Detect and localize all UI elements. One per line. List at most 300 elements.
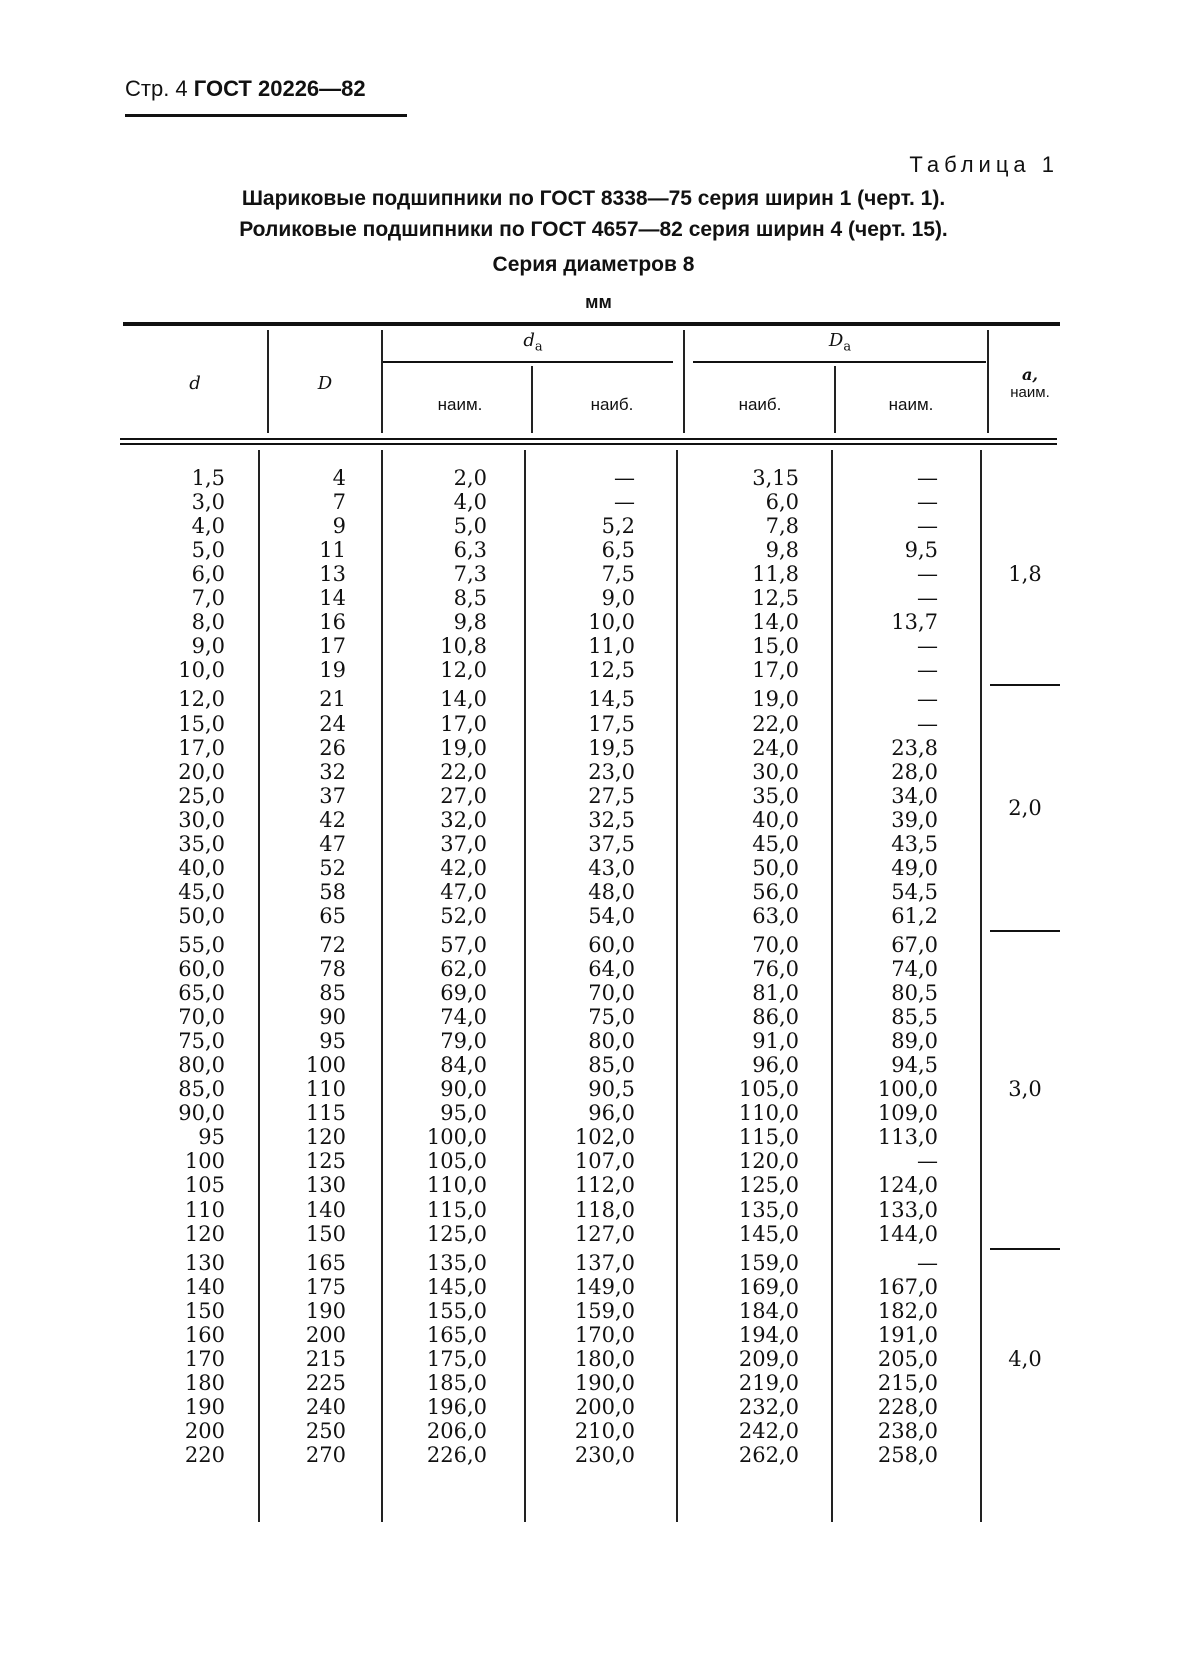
table-cell: 149,0 xyxy=(574,1274,635,1299)
table-cell: 74,0 xyxy=(440,1005,487,1030)
table-row xyxy=(0,1419,1187,1443)
table-cell: 39,0 xyxy=(891,807,938,832)
table-cell: — xyxy=(917,634,938,659)
table-cell: 258,0 xyxy=(877,1443,938,1467)
table-cell: 102,0 xyxy=(574,1125,635,1150)
table-cell: 43,0 xyxy=(588,855,635,880)
table-cell: 100,0 xyxy=(877,1077,938,1102)
table-cell: 10,8 xyxy=(440,634,487,659)
min-chamfer-value: 2,0 xyxy=(1008,795,1042,820)
min-chamfer-value: 4,0 xyxy=(1008,1346,1042,1371)
table-cell: 23,0 xyxy=(588,759,635,784)
table-row xyxy=(0,490,1187,514)
table-cell: 17,0 xyxy=(752,658,799,683)
table-cell: 9,0 xyxy=(601,586,635,611)
table-cell: 79,0 xyxy=(440,1029,487,1054)
table-cell: 2,0 xyxy=(453,466,487,490)
table-row xyxy=(0,760,1187,784)
table-cell: 225 xyxy=(305,1370,346,1395)
table-cell: 15,0 xyxy=(752,634,799,659)
table-cell: 145,0 xyxy=(738,1221,799,1246)
table-row xyxy=(0,1125,1187,1149)
table-cell: 17 xyxy=(319,634,346,659)
table-cell: 47,0 xyxy=(440,879,487,904)
table-cell: 19,0 xyxy=(752,687,799,712)
table-cell: 65,0 xyxy=(178,981,225,1006)
header-bottom-rule-1 xyxy=(120,438,1057,440)
table-cell: 115,0 xyxy=(738,1125,799,1150)
table-cell: 200 xyxy=(184,1418,225,1443)
table-cell: 60,0 xyxy=(588,932,635,957)
da-subheader-rule xyxy=(383,361,673,363)
table-cell: 7,8 xyxy=(765,514,799,539)
table-cell: 159,0 xyxy=(738,1250,799,1275)
table-cell: 13 xyxy=(319,562,346,587)
table-cell: 58 xyxy=(319,879,346,904)
table-cell: 74,0 xyxy=(891,957,938,981)
table-cell: 210,0 xyxy=(574,1418,635,1443)
table-cell: 95 xyxy=(198,1125,225,1150)
header-da: $d_a$ xyxy=(523,330,543,355)
table-cell: 110,0 xyxy=(738,1101,799,1126)
table-row xyxy=(0,1005,1187,1029)
table-row xyxy=(0,981,1187,1005)
table-cell: — xyxy=(917,466,938,490)
table-cell: 67,0 xyxy=(891,932,938,957)
table-cell: 175 xyxy=(305,1274,346,1299)
table-cell: 3,0 xyxy=(191,490,225,515)
table-cell: — xyxy=(917,711,938,736)
table-cell: 48,0 xyxy=(588,879,635,904)
table-cell: 109,0 xyxy=(877,1101,938,1126)
table-cell: 220 xyxy=(184,1443,225,1467)
table-row xyxy=(0,712,1187,736)
table-cell: 60,0 xyxy=(178,957,225,981)
table-cell: 7 xyxy=(332,490,346,515)
table-row xyxy=(0,832,1187,856)
table-cell: 3,15 xyxy=(752,466,799,490)
group-separator xyxy=(990,930,1060,932)
table-cell: 12,0 xyxy=(178,687,225,712)
table-cell: — xyxy=(917,1149,938,1174)
table-cell: 85 xyxy=(319,981,346,1006)
table-cell: 76,0 xyxy=(752,957,799,981)
table-row xyxy=(0,1149,1187,1173)
table-cell: 127,0 xyxy=(574,1221,635,1246)
table-cell: 90,5 xyxy=(588,1077,635,1102)
table-cell: 5,0 xyxy=(453,514,487,539)
table-cell: 50,0 xyxy=(752,855,799,880)
table-cell: 190 xyxy=(184,1394,225,1419)
header-Da-min: наим. xyxy=(888,395,934,414)
group-separator xyxy=(990,684,1060,686)
table-cell: 20,0 xyxy=(178,759,225,784)
table-cell: 9,5 xyxy=(904,538,938,563)
table-cell: 12,5 xyxy=(588,658,635,683)
table-cell: 96,0 xyxy=(752,1053,799,1078)
table-cell: 130 xyxy=(184,1250,225,1275)
table-cell: 65 xyxy=(319,903,346,928)
table-cell: 64,0 xyxy=(588,957,635,981)
table-cell: 49,0 xyxy=(891,855,938,880)
table-cell: 24 xyxy=(319,711,346,736)
table-cell: 12,0 xyxy=(440,658,487,683)
table-cell: — xyxy=(917,586,938,611)
table-cell: 55,0 xyxy=(178,932,225,957)
table-cell: 125,0 xyxy=(738,1173,799,1198)
table-row xyxy=(0,856,1187,880)
table-row xyxy=(0,1275,1187,1299)
table-cell: 11 xyxy=(319,538,346,563)
header-divider xyxy=(267,330,269,433)
table-cell: 175,0 xyxy=(426,1346,487,1371)
table-cell: 15,0 xyxy=(178,711,225,736)
table-cell: 7,5 xyxy=(601,562,635,587)
table-cell: 42 xyxy=(319,807,346,832)
table-cell: 94,5 xyxy=(891,1053,938,1078)
table-row xyxy=(0,1101,1187,1125)
table-cell: 75,0 xyxy=(588,1005,635,1030)
table-cell: 45,0 xyxy=(178,879,225,904)
table-cell: 90,0 xyxy=(440,1077,487,1102)
table-cell: — xyxy=(917,1250,938,1275)
table-cell: 6,5 xyxy=(601,538,635,563)
table-cell: 105,0 xyxy=(738,1077,799,1102)
table-cell: 238,0 xyxy=(877,1418,938,1443)
table-cell: 5,2 xyxy=(601,514,635,539)
table-cell: 52,0 xyxy=(440,903,487,928)
table-cell: 190 xyxy=(305,1298,346,1323)
table-cell: 90,0 xyxy=(178,1101,225,1126)
table-cell: 9,8 xyxy=(453,610,487,635)
table-cell: 190,0 xyxy=(574,1370,635,1395)
table-cell: 100 xyxy=(184,1149,225,1174)
table-cell: 150 xyxy=(305,1221,346,1246)
table-cell: 160 xyxy=(184,1322,225,1347)
table-cell: 52 xyxy=(319,855,346,880)
table-row xyxy=(0,538,1187,562)
table-cell: 22,0 xyxy=(440,759,487,784)
table-cell: 110 xyxy=(184,1197,225,1222)
table-cell: 270 xyxy=(305,1443,346,1467)
table-cell: 105 xyxy=(184,1173,225,1198)
table-cell: 30,0 xyxy=(752,759,799,784)
table-cell: 11,0 xyxy=(588,634,635,659)
table-cell: 110,0 xyxy=(426,1173,487,1198)
table-cell: 54,0 xyxy=(588,903,635,928)
table-cell: — xyxy=(917,687,938,712)
table-cell: 200 xyxy=(305,1322,346,1347)
table-cell: 110 xyxy=(305,1077,346,1102)
table-cell: 78 xyxy=(319,957,346,981)
table-cell: 120 xyxy=(305,1125,346,1150)
table-cell: 184,0 xyxy=(738,1298,799,1323)
table-cell: 12,5 xyxy=(752,586,799,611)
table-cell: 61,2 xyxy=(891,903,938,928)
header-a: a, xyxy=(1022,365,1038,384)
table-cell: 16 xyxy=(319,610,346,635)
table-cell: 228,0 xyxy=(877,1394,938,1419)
table-cell: 14 xyxy=(319,586,346,611)
Da-subheader-rule xyxy=(693,361,986,363)
table-cell: 21 xyxy=(319,687,346,712)
title-roller-bearings: Роликовые подшипники по ГОСТ 4657—82 серия ширин 4 (черт. 15). xyxy=(239,218,948,241)
table-cell: 85,5 xyxy=(891,1005,938,1030)
table-cell: 47 xyxy=(319,831,346,856)
table-cell: 57,0 xyxy=(440,932,487,957)
table-cell: 8,0 xyxy=(191,610,225,635)
table-cell: 14,0 xyxy=(440,687,487,712)
table-cell: 22,0 xyxy=(752,711,799,736)
table-cell: 17,0 xyxy=(178,735,225,760)
table-cell: 169,0 xyxy=(738,1274,799,1299)
table-cell: 25,0 xyxy=(178,783,225,808)
table-cell: 63,0 xyxy=(752,903,799,928)
table-cell: 42,0 xyxy=(440,855,487,880)
header-divider xyxy=(987,330,989,433)
table-cell: 11,8 xyxy=(752,562,799,587)
table-cell: 7,0 xyxy=(191,586,225,611)
table-cell: 262,0 xyxy=(738,1443,799,1467)
table-cell: 219,0 xyxy=(738,1370,799,1395)
table-cell: 40,0 xyxy=(178,855,225,880)
table-cell: 10,0 xyxy=(178,658,225,683)
table-cell: 125 xyxy=(305,1149,346,1174)
table-cell: 250 xyxy=(305,1418,346,1443)
table-cell: 215,0 xyxy=(877,1370,938,1395)
table-cell: 34,0 xyxy=(891,783,938,808)
table-cell: 180 xyxy=(184,1370,225,1395)
table-cell: 130 xyxy=(305,1173,346,1198)
table-cell: 118,0 xyxy=(574,1197,635,1222)
table-cell: 19,0 xyxy=(440,735,487,760)
table-cell: 159,0 xyxy=(574,1298,635,1323)
title-ball-bearings: Шариковые подшипники по ГОСТ 8338—75 серия ширин 1 (черт. 1). xyxy=(241,187,946,210)
table-cell: 32 xyxy=(319,759,346,784)
table-cell: 180,0 xyxy=(574,1346,635,1371)
table-row xyxy=(0,514,1187,538)
table-cell: 14,0 xyxy=(752,610,799,635)
table-row xyxy=(0,933,1187,957)
table-cell: 37,0 xyxy=(440,831,487,856)
table-cell: 6,3 xyxy=(453,538,487,563)
table-label: Таблица 1 xyxy=(909,152,1059,177)
table-cell: 95 xyxy=(319,1029,346,1054)
table-cell: 9 xyxy=(332,514,346,539)
table-cell: 80,0 xyxy=(178,1053,225,1078)
table-cell: 17,5 xyxy=(588,711,635,736)
table-cell: 8,5 xyxy=(453,586,487,611)
table-cell: 54,5 xyxy=(891,879,938,904)
table-cell: — xyxy=(917,562,938,587)
table-cell: 133,0 xyxy=(877,1197,938,1222)
table-cell: 43,5 xyxy=(891,831,938,856)
table-cell: 37,5 xyxy=(588,831,635,856)
header-Da-max: наиб. xyxy=(738,395,782,414)
table-cell: 182,0 xyxy=(877,1298,938,1323)
table-cell: 62,0 xyxy=(440,957,487,981)
table-cell: 155,0 xyxy=(426,1298,487,1323)
table-cell: 215 xyxy=(305,1346,346,1371)
table-cell: — xyxy=(614,490,635,515)
header-a-min: наим. xyxy=(1010,384,1050,401)
page-number: Стр. 4 xyxy=(125,76,188,101)
table-cell: 200,0 xyxy=(574,1394,635,1419)
table-row xyxy=(0,586,1187,610)
header-d: d xyxy=(189,373,201,394)
table-cell: 32,5 xyxy=(588,807,635,832)
table-cell: 113,0 xyxy=(877,1125,938,1150)
table-cell: — xyxy=(917,658,938,683)
table-row xyxy=(0,904,1187,928)
table-row xyxy=(0,1173,1187,1197)
table-cell: 9,8 xyxy=(765,538,799,563)
table-cell: 191,0 xyxy=(877,1322,938,1347)
table-cell: 135,0 xyxy=(738,1197,799,1222)
table-cell: 145,0 xyxy=(426,1274,487,1299)
header-da-min: наим. xyxy=(437,395,483,414)
table-cell: 170 xyxy=(184,1346,225,1371)
table-cell: 4,0 xyxy=(453,490,487,515)
table-cell: 125,0 xyxy=(426,1221,487,1246)
table-cell: 45,0 xyxy=(752,831,799,856)
table-cell: 81,0 xyxy=(752,981,799,1006)
table-cell: 5,0 xyxy=(191,538,225,563)
group-separator xyxy=(990,1248,1060,1250)
table-cell: 167,0 xyxy=(877,1274,938,1299)
table-row xyxy=(0,1395,1187,1419)
table-cell: 75,0 xyxy=(178,1029,225,1054)
header-da-max: наиб. xyxy=(590,395,634,414)
table-cell: 37 xyxy=(319,783,346,808)
table-cell: 69,0 xyxy=(440,981,487,1006)
table-row xyxy=(0,736,1187,760)
table-cell: 91,0 xyxy=(752,1029,799,1054)
table-cell: 242,0 xyxy=(738,1418,799,1443)
table-cell: 80,0 xyxy=(588,1029,635,1054)
table-cell: 9,0 xyxy=(191,634,225,659)
table-cell: 14,5 xyxy=(588,687,635,712)
table-row xyxy=(0,1222,1187,1246)
table-cell: 90 xyxy=(319,1005,346,1030)
table-top-rule xyxy=(123,322,1060,326)
table-cell: 135,0 xyxy=(426,1250,487,1275)
table-cell: 120 xyxy=(184,1221,225,1246)
page-header xyxy=(125,76,407,117)
table-cell: 17,0 xyxy=(440,711,487,736)
table-cell: 230,0 xyxy=(574,1443,635,1467)
table-cell: 194,0 xyxy=(738,1322,799,1347)
table-cell: 185,0 xyxy=(426,1370,487,1395)
table-cell: 196,0 xyxy=(426,1394,487,1419)
table-row xyxy=(0,658,1187,682)
table-cell: 70,0 xyxy=(752,932,799,957)
table-cell: 56,0 xyxy=(752,879,799,904)
table-cell: 13,7 xyxy=(891,610,938,635)
header-divider xyxy=(834,366,836,433)
table-cell: 165 xyxy=(305,1250,346,1275)
table-cell: 115,0 xyxy=(426,1197,487,1222)
header-divider xyxy=(683,330,685,433)
table-cell: 10,0 xyxy=(588,610,635,635)
table-cell: 124,0 xyxy=(877,1173,938,1198)
table-cell: 107,0 xyxy=(574,1149,635,1174)
table-cell: 6,0 xyxy=(765,490,799,515)
table-cell: 26 xyxy=(319,735,346,760)
table-cell: 150 xyxy=(184,1298,225,1323)
standard-number: ГОСТ 20226—82 xyxy=(193,76,366,101)
table-cell: 40,0 xyxy=(752,807,799,832)
table-cell: 100,0 xyxy=(426,1125,487,1150)
table-cell: 1,5 xyxy=(191,466,225,490)
table-cell: 84,0 xyxy=(440,1053,487,1078)
table-cell: 4 xyxy=(332,466,346,490)
table-row xyxy=(0,1198,1187,1222)
table-cell: 206,0 xyxy=(426,1418,487,1443)
table-cell: 85,0 xyxy=(588,1053,635,1078)
table-cell: 112,0 xyxy=(574,1173,635,1198)
table-cell: 85,0 xyxy=(178,1077,225,1102)
table-cell: 105,0 xyxy=(426,1149,487,1174)
table-cell: 24,0 xyxy=(752,735,799,760)
header-divider xyxy=(381,330,383,433)
table-cell: 137,0 xyxy=(574,1250,635,1275)
table-row xyxy=(0,1371,1187,1395)
min-chamfer-value: 1,8 xyxy=(1008,562,1042,587)
table-row xyxy=(0,880,1187,904)
table-cell: 170,0 xyxy=(574,1322,635,1347)
table-row xyxy=(0,1299,1187,1323)
table-cell: 165,0 xyxy=(426,1322,487,1347)
table-cell: 144,0 xyxy=(877,1221,938,1246)
table-row xyxy=(0,1251,1187,1275)
table-row xyxy=(0,466,1187,490)
table-cell: 72 xyxy=(319,932,346,957)
header-divider xyxy=(531,366,533,433)
table-row xyxy=(0,1053,1187,1077)
table-cell: 19,5 xyxy=(588,735,635,760)
table-row xyxy=(0,610,1187,634)
table-cell: 120,0 xyxy=(738,1149,799,1174)
table-cell: 209,0 xyxy=(738,1346,799,1371)
table-row xyxy=(0,957,1187,981)
table-cell: 70,0 xyxy=(588,981,635,1006)
table-cell: 89,0 xyxy=(891,1029,938,1054)
table-cell: 23,8 xyxy=(891,735,938,760)
title-diameter-series: Серия диаметров 8 xyxy=(492,253,695,276)
table-row xyxy=(0,687,1187,711)
table-cell: 240 xyxy=(305,1394,346,1419)
table-cell: 205,0 xyxy=(877,1346,938,1371)
table-cell: 226,0 xyxy=(426,1443,487,1467)
table-cell: 232,0 xyxy=(738,1394,799,1419)
unit-label: мм xyxy=(585,292,612,312)
min-chamfer-value: 3,0 xyxy=(1008,1077,1042,1102)
table-row xyxy=(0,1323,1187,1347)
table-cell: 4,0 xyxy=(191,514,225,539)
table-cell: 6,0 xyxy=(191,562,225,587)
table-cell: 96,0 xyxy=(588,1101,635,1126)
table-cell: 50,0 xyxy=(178,903,225,928)
table-cell: 100 xyxy=(305,1053,346,1078)
table-cell: 70,0 xyxy=(178,1005,225,1030)
table-row xyxy=(0,1443,1187,1467)
table-cell: 35,0 xyxy=(178,831,225,856)
table-cell: 32,0 xyxy=(440,807,487,832)
table-cell: 86,0 xyxy=(752,1005,799,1030)
table-cell: 19 xyxy=(319,658,346,683)
table-cell: 140 xyxy=(184,1274,225,1299)
